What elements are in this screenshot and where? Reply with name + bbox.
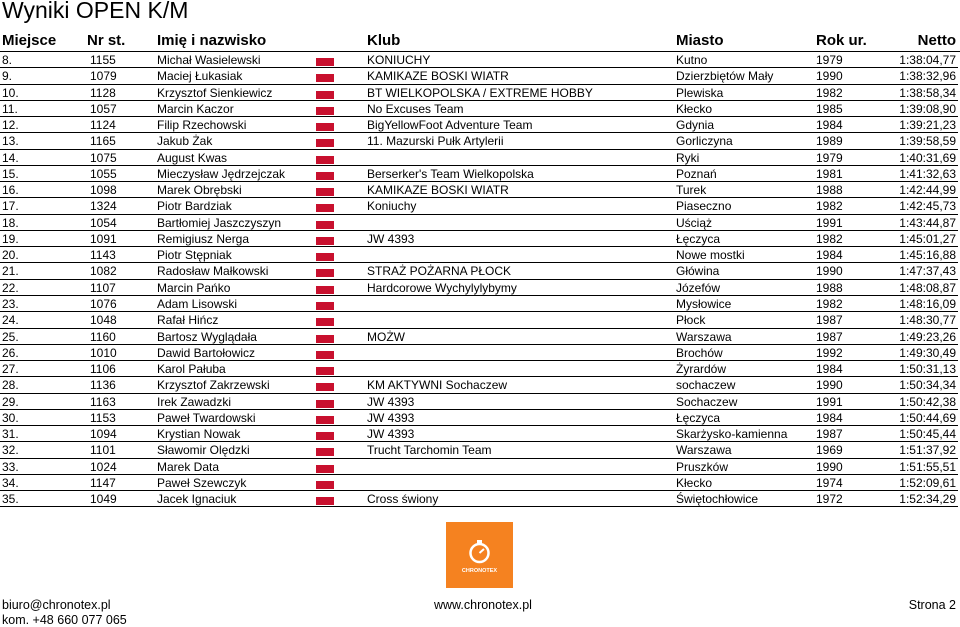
cell-city: Ryki: [676, 150, 700, 165]
cell-birth-year: 1990: [816, 459, 843, 474]
cell-position: 20.: [2, 248, 19, 263]
cell-name: Marcin Kaczor: [157, 101, 234, 116]
cell-city: Gdynia: [676, 118, 715, 133]
header-club: Klub: [367, 32, 401, 49]
table-row: [0, 117, 960, 133]
table-row: [0, 426, 960, 442]
table-row: [0, 345, 960, 361]
cell-position: 24.: [2, 313, 19, 328]
cell-city: Uściąż: [676, 215, 713, 230]
table-row: [0, 442, 960, 458]
cell-birth-year: 1988: [816, 183, 843, 198]
cell-club: No Excuses Team: [367, 101, 464, 116]
cell-net-time: 1:52:34,29: [899, 492, 956, 507]
cell-birth-year: 1987: [816, 313, 843, 328]
cell-net-time: 1:49:23,26: [899, 329, 956, 344]
page-title: Wyniki OPEN K/M: [2, 0, 189, 23]
table-row: [0, 101, 960, 117]
cell-net-time: 1:38:58,34: [899, 85, 956, 100]
cell-name: Piotr Bardziak: [157, 199, 232, 214]
cell-birth-year: 1991: [816, 394, 843, 409]
poland-flag-icon: [316, 123, 334, 131]
cell-club: Berserker's Team Wielkopolska: [367, 166, 534, 181]
header-time: Netto: [917, 32, 956, 49]
cell-name: Michał Wasielewski: [157, 53, 261, 67]
cell-name: Krystian Nowak: [157, 427, 241, 442]
cell-start-number: 1160: [90, 329, 116, 344]
cell-position: 34.: [2, 475, 19, 490]
cell-club: JW 4393: [367, 394, 415, 409]
table-header: [0, 32, 960, 51]
cell-name: Dawid Bartołowicz: [157, 345, 256, 360]
cell-name: Krzysztof Zakrzewski: [157, 378, 270, 393]
cell-city: Nowe mostki: [676, 248, 745, 263]
cell-position: 30.: [2, 410, 19, 425]
table-row: [0, 280, 960, 296]
cell-birth-year: 1969: [816, 443, 843, 458]
cell-net-time: 1:48:16,09: [899, 296, 956, 311]
cell-birth-year: 1990: [816, 264, 843, 279]
cell-birth-year: 1984: [816, 248, 843, 263]
cell-name: Maciej Łukasiak: [157, 69, 243, 84]
cell-name: Paweł Twardowski: [157, 410, 256, 425]
table-row: [0, 182, 960, 198]
stopwatch-logo-icon: [446, 522, 513, 588]
cell-start-number: 1024: [90, 459, 117, 474]
table-row: [0, 85, 960, 101]
cell-start-number: 1324: [90, 199, 117, 214]
cell-city: Mysłowice: [676, 296, 732, 311]
cell-name: Karol Pałuba: [157, 362, 226, 377]
cell-city: Brochów: [676, 345, 723, 360]
cell-name: Krzysztof Sienkiewicz: [157, 85, 273, 100]
cell-position: 15.: [2, 166, 19, 181]
table-row: [0, 150, 960, 166]
cell-club: Cross świony: [367, 492, 439, 507]
cell-position: 12.: [2, 118, 19, 133]
cell-name: Irek Zawadzki: [157, 394, 232, 409]
poland-flag-icon: [316, 302, 334, 310]
results-table: [0, 52, 960, 507]
cell-net-time: 1:41:32,63: [899, 166, 956, 181]
cell-start-number: 1124: [90, 118, 116, 133]
table-row: [0, 68, 960, 84]
cell-start-number: 1136: [90, 378, 116, 393]
poland-flag-icon: [316, 497, 334, 505]
cell-city: Żyrardów: [676, 362, 727, 377]
cell-net-time: 1:50:34,34: [899, 378, 956, 393]
poland-flag-icon: [316, 400, 334, 408]
cell-club: JW 4393: [367, 231, 415, 246]
cell-net-time: 1:39:08,90: [899, 101, 956, 116]
table-row: [0, 329, 960, 345]
cell-position: 28.: [2, 378, 19, 393]
cell-birth-year: 1991: [816, 215, 843, 230]
header-num: Nr st.: [87, 32, 126, 49]
cell-start-number: 1094: [90, 427, 117, 442]
cell-net-time: 1:38:04,77: [899, 53, 956, 67]
cell-city: Skarżysko-kamienna: [676, 427, 788, 442]
cell-club: KAMIKAZE BOSKI WIATR: [367, 183, 509, 198]
cell-city: Dzierzbiętów Mały: [676, 69, 774, 84]
cell-start-number: 1106: [90, 362, 116, 377]
cell-name: Filip Rzechowski: [157, 118, 247, 133]
cell-club: Trucht Tarchomin Team: [367, 443, 492, 458]
cell-net-time: 1:52:09,61: [899, 475, 956, 490]
poland-flag-icon: [316, 351, 334, 359]
table-row: [0, 361, 960, 377]
cell-club: JW 4393: [367, 410, 415, 425]
cell-position: 32.: [2, 443, 19, 458]
poland-flag-icon: [316, 253, 334, 261]
cell-club: Koniuchy: [367, 199, 417, 214]
footer-page-number: Strona 2: [908, 598, 956, 612]
cell-net-time: 1:39:58,59: [899, 134, 956, 149]
cell-birth-year: 1982: [816, 85, 843, 100]
cell-position: 26.: [2, 345, 19, 360]
cell-net-time: 1:47:37,43: [899, 264, 956, 279]
cell-start-number: 1155: [90, 53, 116, 67]
cell-name: Piotr Stępniak: [157, 248, 232, 263]
cell-city: Kłecko: [676, 101, 713, 116]
cell-city: Kłecko: [676, 475, 713, 490]
cell-city: Pruszków: [676, 459, 729, 474]
chronotex-logo: [446, 522, 513, 588]
cell-club: KAMIKAZE BOSKI WIATR: [367, 69, 509, 84]
cell-name: Marcin Pańko: [157, 280, 231, 295]
cell-birth-year: 1984: [816, 410, 843, 425]
cell-city: Józefów: [676, 280, 721, 295]
footer-website[interactable]: www.chronotex.pl: [434, 598, 532, 612]
cell-birth-year: 1981: [816, 166, 843, 181]
poland-flag-icon: [316, 318, 334, 326]
cell-position: 33.: [2, 459, 19, 474]
poland-flag-icon: [316, 172, 334, 180]
poland-flag-icon: [316, 367, 334, 375]
poland-flag-icon: [316, 465, 334, 473]
logo-text: CHRONOTEX: [461, 568, 498, 574]
cell-start-number: 1165: [90, 134, 116, 149]
cell-name: Marek Obrębski: [157, 183, 242, 198]
cell-birth-year: 1982: [816, 231, 843, 246]
cell-city: Kutno: [676, 53, 708, 67]
header-city: Miasto: [676, 32, 724, 49]
cell-city: Turek: [676, 183, 707, 198]
cell-start-number: 1128: [90, 85, 116, 100]
cell-club: KONIUCHY: [367, 53, 431, 67]
table-row: [0, 394, 960, 410]
cell-city: Warszawa: [676, 443, 732, 458]
cell-name: Paweł Szewczyk: [157, 475, 247, 490]
cell-birth-year: 1990: [816, 378, 843, 393]
cell-name: August Kwas: [157, 150, 228, 165]
poland-flag-icon: [316, 286, 334, 294]
cell-start-number: 1147: [90, 475, 116, 490]
poland-flag-icon: [316, 481, 334, 489]
cell-club: STRAŻ POŻARNA PŁOCK: [367, 264, 512, 279]
poland-flag-icon: [316, 269, 334, 277]
cell-position: 23.: [2, 296, 19, 311]
cell-start-number: 1091: [90, 231, 117, 246]
cell-position: 18.: [2, 215, 19, 230]
cell-net-time: 1:38:32,96: [899, 69, 956, 84]
cell-net-time: 1:43:44,87: [899, 215, 956, 230]
cell-birth-year: 1984: [816, 362, 843, 377]
cell-start-number: 1048: [90, 313, 117, 328]
cell-start-number: 1101: [90, 443, 116, 458]
poland-flag-icon: [316, 335, 334, 343]
cell-net-time: 1:42:45,73: [899, 199, 956, 214]
table-row: [0, 296, 960, 312]
poland-flag-icon: [316, 58, 334, 66]
cell-start-number: 1107: [90, 280, 116, 295]
cell-club: Hardcorowe Wychylylybymy: [367, 280, 517, 295]
table-row: [0, 410, 960, 426]
cell-position: 10.: [2, 85, 19, 100]
cell-name: Radosław Małkowski: [157, 264, 269, 279]
header-pos: Miejsce: [2, 32, 57, 49]
poland-flag-icon: [316, 139, 334, 147]
cell-city: Plewiska: [676, 85, 724, 100]
table-row: [0, 231, 960, 247]
cell-net-time: 1:50:44,69: [899, 410, 956, 425]
cell-birth-year: 1988: [816, 280, 843, 295]
cell-city: Gorliczyna: [676, 134, 733, 149]
cell-name: Bartłomiej Jaszczyszyn: [157, 215, 282, 230]
poland-flag-icon: [316, 107, 334, 115]
cell-start-number: 1049: [90, 492, 117, 507]
cell-birth-year: 1992: [816, 345, 843, 360]
footer-email[interactable]: biuro@chronotex.pl: [2, 598, 111, 612]
header-year: Rok ur.: [816, 32, 867, 49]
poland-flag-icon: [316, 448, 334, 456]
cell-position: 11.: [2, 101, 18, 116]
cell-position: 19.: [2, 231, 19, 246]
cell-position: 21.: [2, 264, 19, 279]
cell-city: sochaczew: [676, 378, 736, 393]
cell-club: KM AKTYWNI Sochaczew: [367, 378, 508, 393]
cell-net-time: 1:50:45,44: [899, 427, 956, 442]
poland-flag-icon: [316, 237, 334, 245]
poland-flag-icon: [316, 188, 334, 196]
cell-position: 25.: [2, 329, 19, 344]
cell-city: Świętochłowice: [676, 492, 759, 507]
poland-flag-icon: [316, 91, 334, 99]
cell-club: BigYellowFoot Adventure Team: [367, 118, 533, 133]
cell-start-number: 1054: [90, 215, 117, 230]
cell-birth-year: 1990: [816, 69, 843, 84]
cell-position: 17.: [2, 199, 19, 214]
table-row: [0, 475, 960, 491]
cell-net-time: 1:50:42,38: [899, 394, 956, 409]
cell-start-number: 1057: [90, 101, 117, 116]
cell-city: Piaseczno: [676, 199, 732, 214]
cell-club: MOŻW: [367, 329, 405, 344]
cell-net-time: 1:40:31,69: [899, 150, 956, 165]
cell-club: JW 4393: [367, 427, 415, 442]
cell-position: 31.: [2, 427, 19, 442]
cell-club: 11. Mazurski Pułk Artylerii: [367, 134, 504, 149]
footer-phone: kom. +48 660 077 065: [2, 613, 127, 627]
cell-club: BT WIELKOPOLSKA / EXTREME HOBBY: [367, 85, 593, 100]
cell-name: Marek Data: [157, 459, 220, 474]
cell-start-number: 1055: [90, 166, 117, 181]
poland-flag-icon: [316, 416, 334, 424]
cell-city: Warszawa: [676, 329, 732, 344]
cell-name: Bartosz Wyglądała: [157, 329, 257, 344]
cell-start-number: 1163: [90, 394, 116, 409]
cell-city: Poznań: [676, 166, 717, 181]
header-name: Imię i nazwisko: [157, 32, 267, 49]
cell-net-time: 1:39:21,23: [899, 118, 956, 133]
cell-net-time: 1:49:30,49: [899, 345, 956, 360]
cell-start-number: 1098: [90, 183, 117, 198]
cell-city: Płock: [676, 313, 706, 328]
cell-net-time: 1:45:16,88: [899, 248, 956, 263]
table-row: [0, 166, 960, 182]
cell-name: Rafał Hińcz: [157, 313, 219, 328]
cell-position: 16.: [2, 183, 19, 198]
table-row: [0, 198, 960, 214]
cell-position: 8.: [2, 53, 13, 67]
cell-birth-year: 1979: [816, 150, 843, 165]
cell-birth-year: 1982: [816, 296, 843, 311]
cell-birth-year: 1989: [816, 134, 843, 149]
cell-net-time: 1:50:31,13: [899, 362, 956, 377]
cell-start-number: 1076: [90, 296, 117, 311]
cell-net-time: 1:48:08,87: [899, 280, 956, 295]
table-row: [0, 52, 960, 68]
poland-flag-icon: [316, 221, 334, 229]
cell-start-number: 1010: [90, 345, 117, 360]
cell-name: Jacek Ignaciuk: [157, 492, 237, 507]
cell-net-time: 1:45:01,27: [899, 231, 956, 246]
cell-net-time: 1:48:30,77: [899, 313, 956, 328]
poland-flag-icon: [316, 204, 334, 212]
cell-name: Jakub Żak: [157, 134, 213, 149]
cell-city: Łęczyca: [676, 231, 721, 246]
table-row: [0, 247, 960, 263]
cell-net-time: 1:51:37,92: [899, 443, 956, 458]
cell-position: 14.: [2, 150, 19, 165]
cell-net-time: 1:51:55,51: [899, 459, 956, 474]
table-row: [0, 133, 960, 149]
cell-birth-year: 1987: [816, 427, 843, 442]
poland-flag-icon: [316, 156, 334, 164]
cell-position: 13.: [2, 134, 19, 149]
poland-flag-icon: [316, 74, 334, 82]
cell-position: 29.: [2, 394, 19, 409]
cell-birth-year: 1979: [816, 53, 843, 67]
cell-birth-year: 1974: [816, 475, 843, 490]
cell-name: Remigiusz Nerga: [157, 231, 250, 246]
table-row: [0, 263, 960, 279]
cell-birth-year: 1985: [816, 101, 843, 116]
cell-position: 35.: [2, 492, 19, 507]
poland-flag-icon: [316, 383, 334, 391]
cell-city: Główina: [676, 264, 720, 279]
cell-start-number: 1153: [90, 410, 116, 425]
cell-city: Łęczyca: [676, 410, 721, 425]
cell-net-time: 1:42:44,99: [899, 183, 956, 198]
table-row: [0, 459, 960, 475]
cell-birth-year: 1972: [816, 492, 843, 507]
cell-birth-year: 1984: [816, 118, 843, 133]
cell-position: 27.: [2, 362, 19, 377]
table-row: [0, 215, 960, 231]
cell-start-number: 1082: [90, 264, 117, 279]
table-row: [0, 491, 960, 507]
cell-birth-year: 1987: [816, 329, 843, 344]
cell-name: Sławomir Olędzki: [157, 443, 250, 458]
cell-start-number: 1143: [90, 248, 116, 263]
cell-position: 22.: [2, 280, 19, 295]
cell-name: Mieczysław Jędrzejczak: [157, 166, 286, 181]
table-row: [0, 312, 960, 328]
cell-start-number: 1079: [90, 69, 117, 84]
cell-start-number: 1075: [90, 150, 117, 165]
cell-name: Adam Lisowski: [157, 296, 238, 311]
cell-city: Sochaczew: [676, 394, 738, 409]
poland-flag-icon: [316, 432, 334, 440]
cell-birth-year: 1982: [816, 199, 843, 214]
cell-position: 9.: [2, 69, 13, 84]
table-row: [0, 377, 960, 393]
